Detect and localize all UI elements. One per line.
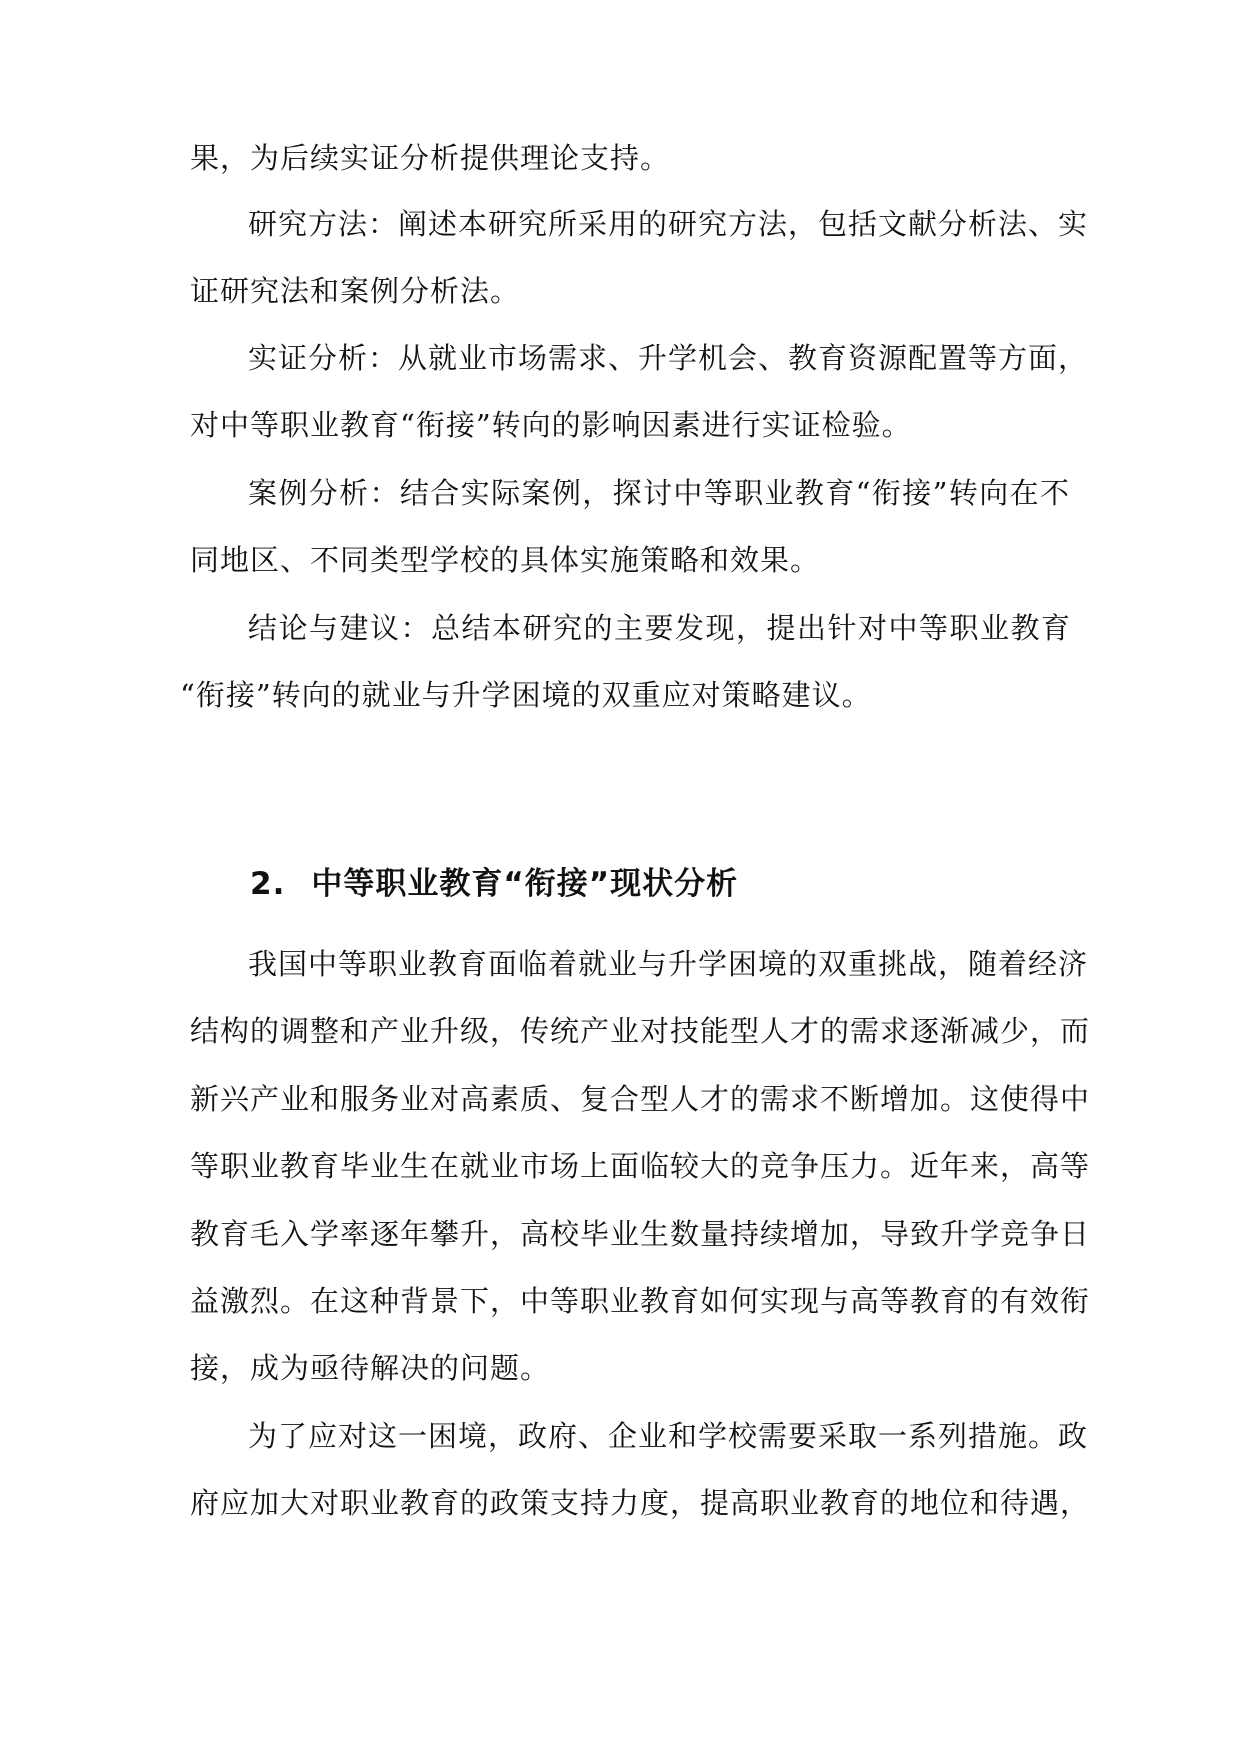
paragraph-line: 案例分析：结合实际案例，探讨中等职业教育“衔接”转向在不 [248, 476, 1070, 510]
paragraph-line: 实证分析：从就业市场需求、升学机会、教育资源配置等方面， [248, 341, 1089, 375]
section-heading [250, 862, 738, 906]
paragraph-line: 结构的调整和产业升级，传统产业对技能型人才的需求逐渐减少，而 [190, 1014, 1091, 1048]
paragraph-line: 为了应对这一困境，政府、企业和学校需要采取一系列措施。政 [248, 1419, 1089, 1453]
paragraph-line: 果，为后续实证分析提供理论支持。 [190, 141, 671, 175]
paragraph-line: 接，成为亟待解决的问题。 [190, 1351, 551, 1385]
section-title: 中等职业教育“衔接”现状分析 [311, 866, 739, 902]
paragraph-line: 证研究法和案例分析法。 [190, 274, 521, 308]
paragraph-line: 同地区、不同类型学校的具体实施策略和效果。 [190, 543, 821, 577]
paragraph-line: 等职业教育毕业生在就业市场上面临较大的竞争压力。近年来，高等 [190, 1149, 1091, 1183]
paragraph-line: 结论与建议：总结本研究的主要发现，提出针对中等职业教育 [248, 611, 1072, 645]
paragraph-line: 我国中等职业教育面临着就业与升学困境的双重挑战，随着经济 [248, 947, 1089, 981]
paragraph-line: 府应加大对职业教育的政策支持力度，提高职业教育的地位和待遇， [190, 1486, 1091, 1520]
paragraph-line: 教育毛入学率逐年攀升，高校毕业生数量持续增加，导致升学竞争日 [190, 1217, 1091, 1251]
paragraph-line: 新兴产业和服务业对高素质、复合型人才的需求不断增加。这使得中 [190, 1082, 1091, 1116]
paragraph-line: 对中等职业教育“衔接”转向的影响因素进行实证检验。 [190, 408, 912, 442]
section-number: 2. [250, 866, 286, 902]
paragraph-line: 研究方法：阐述本研究所采用的研究方法，包括文献分析法、实 [248, 207, 1089, 241]
paragraph-line: “衔接”转向的就业与升学困境的双重应对策略建议。 [180, 678, 872, 712]
paragraph-line: 益激烈。在这种背景下，中等职业教育如何实现与高等教育的有效衔 [190, 1284, 1091, 1318]
